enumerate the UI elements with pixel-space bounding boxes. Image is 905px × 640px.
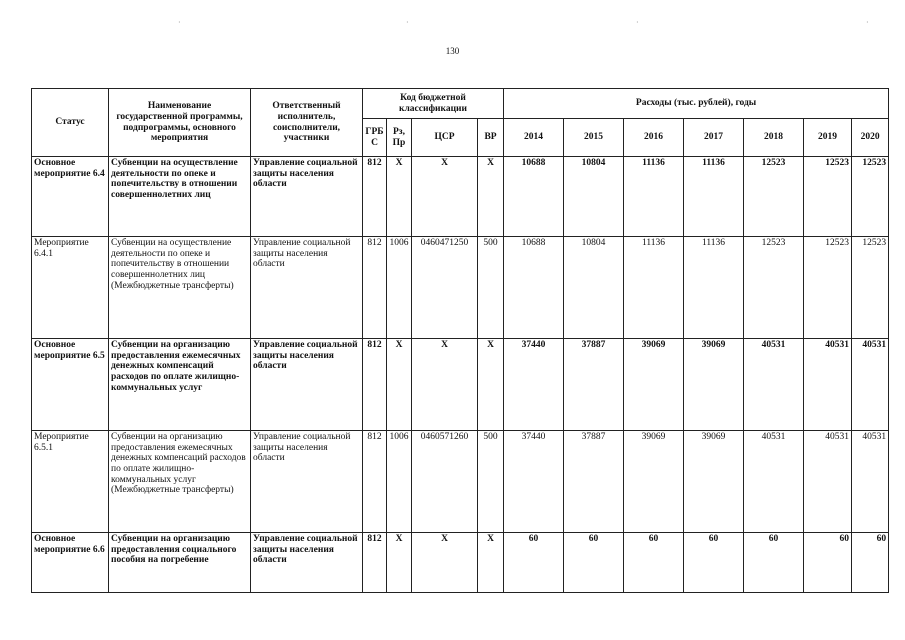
cell-value: 12523 (744, 237, 804, 339)
cell-value: 12523 (852, 237, 889, 339)
cell-value: 11136 (624, 237, 684, 339)
header-year: 2014 (504, 119, 564, 157)
cell-value: 39069 (684, 339, 744, 431)
cell-value: 11136 (684, 157, 744, 237)
cell-rzpr: 1006 (387, 431, 412, 533)
budget-table (31, 88, 889, 593)
table-row (32, 237, 889, 339)
cell-value: 40531 (804, 431, 852, 533)
cell-vr: Х (478, 533, 504, 593)
cell-grbs: 812 (363, 237, 387, 339)
cell-rzpr: Х (387, 339, 412, 431)
cell-value: 37440 (504, 339, 564, 431)
header-year: 2015 (564, 119, 624, 157)
cell-value: 10804 (564, 237, 624, 339)
table-row (32, 157, 889, 237)
table-row (32, 533, 889, 593)
cell-value: 40531 (804, 339, 852, 431)
cell-value: 60 (744, 533, 804, 593)
cell-value: 12523 (804, 237, 852, 339)
cell-status: Мероприятие 6.4.1 (32, 237, 109, 339)
cell-value: 11136 (624, 157, 684, 237)
cell-value: 12523 (744, 157, 804, 237)
cell-status: Основное мероприятие 6.5 (32, 339, 109, 431)
cell-csr: Х (412, 157, 478, 237)
cell-status: Основное мероприятие 6.4 (32, 157, 109, 237)
cell-value: 40531 (744, 339, 804, 431)
cell-executor: Управление социальной защиты населения области (251, 237, 363, 339)
header-name: Наименование государственной программы, подпрограммы, основного мероприятия (109, 89, 251, 157)
cell-rzpr: Х (387, 533, 412, 593)
cell-status: Мероприятие 6.5.1 (32, 431, 109, 533)
cell-csr: 0460471250 (412, 237, 478, 339)
scan-mark: · (866, 18, 869, 27)
cell-value: 60 (852, 533, 889, 593)
cell-name: Субвенции на осуществление деятельности по опеке и попечительству в отношении совершеннолетних лиц (109, 157, 251, 237)
cell-grbs: 812 (363, 533, 387, 593)
cell-value: 40531 (744, 431, 804, 533)
cell-value: 12523 (852, 157, 889, 237)
cell-value: 39069 (624, 431, 684, 533)
cell-vr: 500 (478, 237, 504, 339)
cell-name: Субвенции на организацию предоставления ежемесячных денежных компенсаций расходов по оплате жилищно-коммунальных услуг (Межбюджетные трансферты) (109, 431, 251, 533)
scan-mark: · (636, 18, 639, 27)
cell-vr: 500 (478, 431, 504, 533)
cell-executor: Управление социальной защиты населения области (251, 533, 363, 593)
cell-value: 40531 (852, 431, 889, 533)
cell-executor: Управление социальной защиты населения области (251, 157, 363, 237)
cell-executor: Управление социальной защиты населения области (251, 431, 363, 533)
cell-executor: Управление социальной защиты населения области (251, 339, 363, 431)
header-rzpr: Рз, Пр (387, 119, 412, 157)
cell-name: Субвенции на организацию предоставления социального пособия на погребение (109, 533, 251, 593)
cell-value: 39069 (624, 339, 684, 431)
cell-value: 60 (804, 533, 852, 593)
table-row (32, 431, 889, 533)
cell-csr: Х (412, 339, 478, 431)
cell-value: 39069 (684, 431, 744, 533)
scan-mark: · (178, 18, 181, 27)
cell-value: 60 (564, 533, 624, 593)
header-status: Статус (32, 89, 109, 157)
cell-value: 10804 (564, 157, 624, 237)
cell-value: 37440 (504, 431, 564, 533)
cell-value: 60 (684, 533, 744, 593)
header-year: 2018 (744, 119, 804, 157)
header-year: 2019 (804, 119, 852, 157)
header-executor: Ответственный исполнитель, соисполнители, участники (251, 89, 363, 157)
cell-grbs: 812 (363, 157, 387, 237)
cell-value: 11136 (684, 237, 744, 339)
cell-status: Основное мероприятие 6.6 (32, 533, 109, 593)
cell-name: Субвенции на осуществление деятельности по опеке и попечительству в отношении совершеннолетних лиц (Межбюджетные трансферты) (109, 237, 251, 339)
cell-vr: Х (478, 339, 504, 431)
cell-grbs: 812 (363, 339, 387, 431)
page-number: 130 (445, 46, 460, 56)
header-year: 2016 (624, 119, 684, 157)
cell-value: 10688 (504, 157, 564, 237)
header-budget-code: Код бюджетной классификации (363, 89, 504, 119)
cell-csr: 0460571260 (412, 431, 478, 533)
cell-csr: Х (412, 533, 478, 593)
cell-value: 60 (504, 533, 564, 593)
header-csr: ЦСР (412, 119, 478, 157)
table-row (32, 339, 889, 431)
cell-name: Субвенции на организацию предоставления ежемесячных денежных компенсаций расходов по оплате жилищно-коммунальных услуг (109, 339, 251, 431)
cell-grbs: 812 (363, 431, 387, 533)
scan-mark: · (406, 18, 409, 27)
cell-value: 10688 (504, 237, 564, 339)
cell-rzpr: Х (387, 157, 412, 237)
header-vr: ВР (478, 119, 504, 157)
cell-value: 37887 (564, 431, 624, 533)
cell-value: 12523 (804, 157, 852, 237)
cell-value: 40531 (852, 339, 889, 431)
cell-value: 37887 (564, 339, 624, 431)
header-expenses: Расходы (тыс. рублей), годы (504, 89, 889, 119)
cell-rzpr: 1006 (387, 237, 412, 339)
header-grbs: ГРБ С (363, 119, 387, 157)
header-year: 2020 (852, 119, 889, 157)
cell-vr: Х (478, 157, 504, 237)
header-year: 2017 (684, 119, 744, 157)
cell-value: 60 (624, 533, 684, 593)
